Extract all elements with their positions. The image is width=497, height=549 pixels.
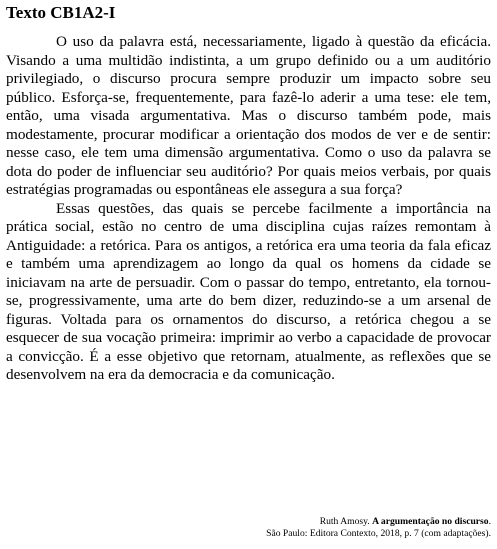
text-title: Texto CB1A2-I — [6, 3, 116, 22]
citation-period: . — [488, 516, 491, 527]
citation-book-title: A argumentação no discurso — [372, 516, 489, 527]
citation-publisher: São Paulo: Editora Contexto, 2018, p. 7 (com adaptações). — [266, 528, 491, 539]
citation-line-1 — [266, 516, 491, 528]
paragraph-1: O uso da palavra está, necessariamente, ligado à questão da eficácia. Visando a uma multidão indistinta, a um grupo definido ou a um auditório privilegiado, o discurso procura sempre produzir um impacto sobre seu público. Esforça-se, frequentemente, para fazê-lo aderir a uma tese: ele tem, então, uma visada argumentativa. Mas o discurso também pode, mais modestamente, procurar modificar a orientação dos modos de ver e de sentir: nesse caso, ele tem uma dimensão argumentativa. Como o uso da palavra se dota do poder de influenciar seu auditório? Por quais meios verbais, por quais estratégias programadas ou espontâneas ele assegura a sua força? — [6, 33, 491, 198]
paragraph-2: Essas questões, das quais se percebe facilmente a importância na prática social, estão no centro de uma disciplina cujas raízes remontam à Antiguidade: a retórica. Para os antigos, a retórica era uma teoria da fala eficaz e também uma aprendizagem ao longo da qual os homens da cidade se iniciavam na arte de persuadir. Com o passar do tempo, entretanto, ela tornou-se, progressivamente, uma arte do bem dizer, reduzindo-se a um arsenal de figuras. Voltada para os ornamentos do discurso, a retórica chegou a se esquecer de sua vocação primeira: imprimir ao verbo a capacidade de provocar a convicção. É a esse objetivo que retornam, atualmente, as reflexões que se desenvolvem na era da democracia e da comunicação. — [6, 199, 491, 383]
source-citation — [266, 516, 491, 540]
text-body — [6, 33, 491, 385]
citation-author: Ruth Amosy. — [319, 516, 370, 527]
